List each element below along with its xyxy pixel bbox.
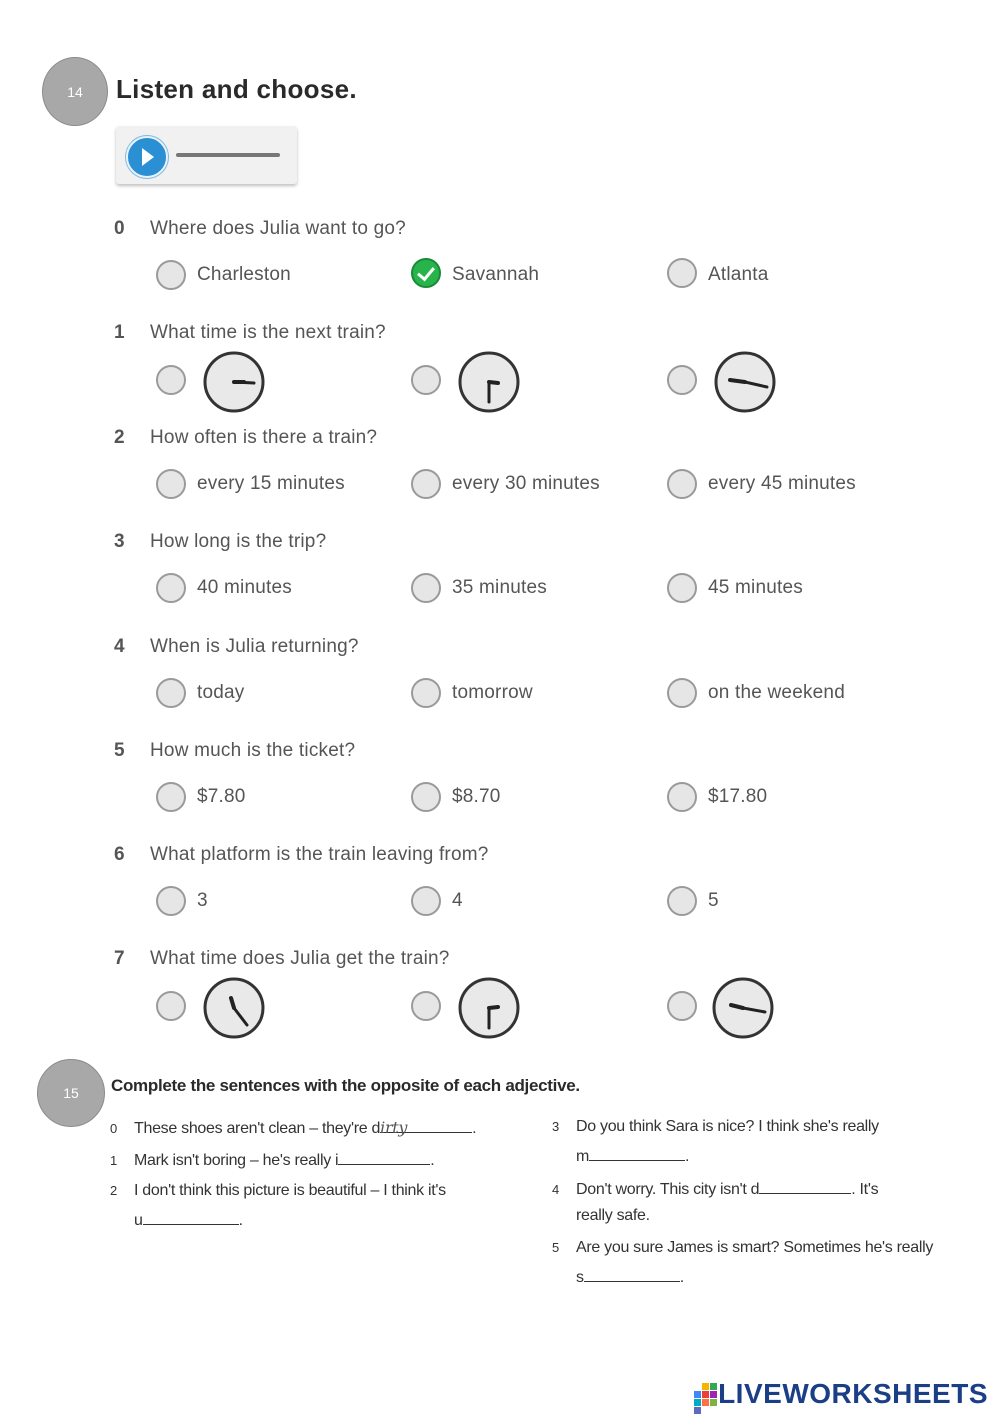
answer-blank[interactable]	[143, 1210, 239, 1225]
question-text: What time does Julia get the train?	[150, 948, 450, 969]
sentence-1	[110, 1150, 434, 1170]
sentence-text: m	[576, 1148, 590, 1165]
clock-icon	[713, 350, 777, 414]
logo-tile	[702, 1383, 709, 1390]
option-label: tomorrow	[452, 682, 533, 703]
radio-option[interactable]	[156, 678, 186, 708]
exercise-number-badge: 15	[37, 1059, 105, 1127]
sentence-2-continued	[134, 1210, 243, 1230]
radio-option[interactable]	[411, 469, 441, 499]
question-number: 4	[114, 636, 125, 657]
option-label: Savannah	[452, 264, 540, 285]
question-number: 7	[114, 948, 125, 969]
sentence-text: .	[679, 1269, 684, 1286]
radio-option[interactable]	[411, 991, 441, 1021]
clock-icon	[457, 976, 521, 1040]
radio-option[interactable]	[411, 573, 441, 603]
audio-progress-track[interactable]	[176, 153, 280, 157]
answer-blank[interactable]	[380, 1118, 472, 1137]
radio-option[interactable]	[667, 991, 697, 1021]
option-label: today	[197, 682, 245, 703]
exercise-number-badge: 14	[42, 57, 108, 126]
answer-blank[interactable]	[759, 1179, 851, 1194]
item-number: 4	[552, 1182, 559, 1197]
sentence-text: s	[576, 1269, 584, 1286]
option-label: on the weekend	[708, 682, 845, 703]
question-number: 5	[114, 740, 125, 761]
exercise-title: Listen and choose.	[116, 74, 357, 104]
radio-option[interactable]	[667, 469, 697, 499]
question-number: 3	[114, 531, 125, 552]
sentence-0	[110, 1118, 476, 1138]
option-label: every 15 minutes	[197, 473, 345, 494]
clock-icon	[457, 350, 521, 414]
brand-name: LIVEWORKSHEETS	[718, 1378, 988, 1409]
answer-blank[interactable]	[584, 1267, 680, 1282]
radio-option[interactable]	[411, 678, 441, 708]
option-label: 45 minutes	[708, 577, 803, 598]
clock-icon	[202, 350, 266, 414]
radio-option[interactable]	[156, 991, 186, 1021]
radio-option[interactable]	[667, 573, 697, 603]
sentence-text: Are you sure James is smart? Sometimes he's really	[576, 1239, 934, 1256]
liveworksheets-logo	[694, 1378, 988, 1410]
option-label: Charleston	[197, 264, 291, 285]
radio-option[interactable]	[667, 782, 697, 812]
sentence-text: . It's	[851, 1181, 879, 1198]
item-number: 5	[552, 1240, 559, 1255]
question-text: What platform is the train leaving from?	[150, 844, 489, 865]
audio-player	[116, 126, 297, 184]
radio-option[interactable]	[156, 469, 186, 499]
question-number: 2	[114, 427, 125, 448]
radio-option[interactable]	[667, 886, 697, 916]
radio-option[interactable]	[156, 573, 186, 603]
sentence-text: Do you think Sara is nice? I think she's really	[576, 1118, 879, 1135]
sentence-3-continued	[576, 1146, 689, 1166]
clock-icon	[202, 976, 266, 1040]
logo-tile	[702, 1399, 709, 1406]
example-answer: irty	[380, 1118, 408, 1137]
sentence-4-continued	[576, 1207, 650, 1225]
logo-tile	[694, 1399, 701, 1406]
sentence-text: Mark isn't boring – he's really i	[134, 1152, 339, 1169]
radio-option[interactable]	[156, 365, 186, 395]
logo-tile	[694, 1391, 701, 1398]
sentence-text: .	[472, 1120, 477, 1137]
clock-icon	[711, 976, 775, 1040]
question-number: 1	[114, 322, 125, 343]
sentence-text: u	[134, 1212, 143, 1229]
radio-option[interactable]	[411, 782, 441, 812]
item-number: 0	[110, 1121, 117, 1136]
radio-option[interactable]	[411, 886, 441, 916]
question-text: How much is the ticket?	[150, 740, 356, 761]
item-number: 2	[110, 1183, 117, 1198]
option-label: every 30 minutes	[452, 473, 600, 494]
radio-option-selected[interactable]	[411, 258, 441, 288]
option-label: $17.80	[708, 786, 768, 807]
option-label: 5	[708, 890, 719, 911]
option-label: Atlanta	[708, 264, 769, 285]
question-text: How often is there a train?	[150, 427, 378, 448]
option-label: $7.80	[197, 786, 246, 807]
question-text: Where does Julia want to go?	[150, 218, 406, 239]
play-icon[interactable]	[126, 136, 168, 178]
option-label: 3	[197, 890, 208, 911]
option-label: 40 minutes	[197, 577, 292, 598]
radio-option[interactable]	[667, 365, 697, 395]
option-label: 4	[452, 890, 463, 911]
radio-option[interactable]	[156, 886, 186, 916]
sentence-4	[552, 1179, 878, 1199]
question-text: When is Julia returning?	[150, 636, 359, 657]
exercise-title: Complete the sentences with the opposite of each adjective.	[111, 1076, 580, 1095]
item-number: 1	[110, 1153, 117, 1168]
radio-option[interactable]	[667, 678, 697, 708]
radio-option[interactable]	[156, 782, 186, 812]
sentence-text: I don't think this picture is beautiful – I think it's	[134, 1182, 446, 1199]
sentence-text: These shoes aren't clean – they're d	[134, 1120, 381, 1137]
question-number: 6	[114, 844, 125, 865]
sentence-5-continued	[576, 1267, 684, 1287]
question-text: How long is the trip?	[150, 531, 327, 552]
radio-option[interactable]	[156, 260, 186, 290]
sentence-text: .	[430, 1152, 435, 1169]
radio-option[interactable]	[667, 258, 697, 288]
option-label: every 45 minutes	[708, 473, 856, 494]
sentence-text: .	[685, 1148, 690, 1165]
sentence-text: really safe.	[576, 1207, 650, 1224]
sentence-3	[552, 1118, 879, 1136]
option-label: 35 minutes	[452, 577, 547, 598]
radio-option[interactable]	[411, 365, 441, 395]
logo-tile	[710, 1391, 717, 1398]
sentence-text: Don't worry. This city isn't d	[576, 1181, 760, 1198]
question-text: What time is the next train?	[150, 322, 386, 343]
sentence-text: .	[238, 1212, 243, 1229]
answer-blank[interactable]	[338, 1150, 430, 1165]
answer-blank[interactable]	[589, 1146, 685, 1161]
question-number: 0	[114, 218, 125, 239]
sentence-5	[552, 1239, 933, 1257]
item-number: 3	[552, 1119, 559, 1134]
sentence-2	[110, 1182, 446, 1200]
logo-icon	[694, 1383, 716, 1405]
option-label: $8.70	[452, 786, 501, 807]
logo-tile	[710, 1383, 717, 1390]
logo-tile	[710, 1399, 717, 1406]
logo-tile	[702, 1391, 709, 1398]
